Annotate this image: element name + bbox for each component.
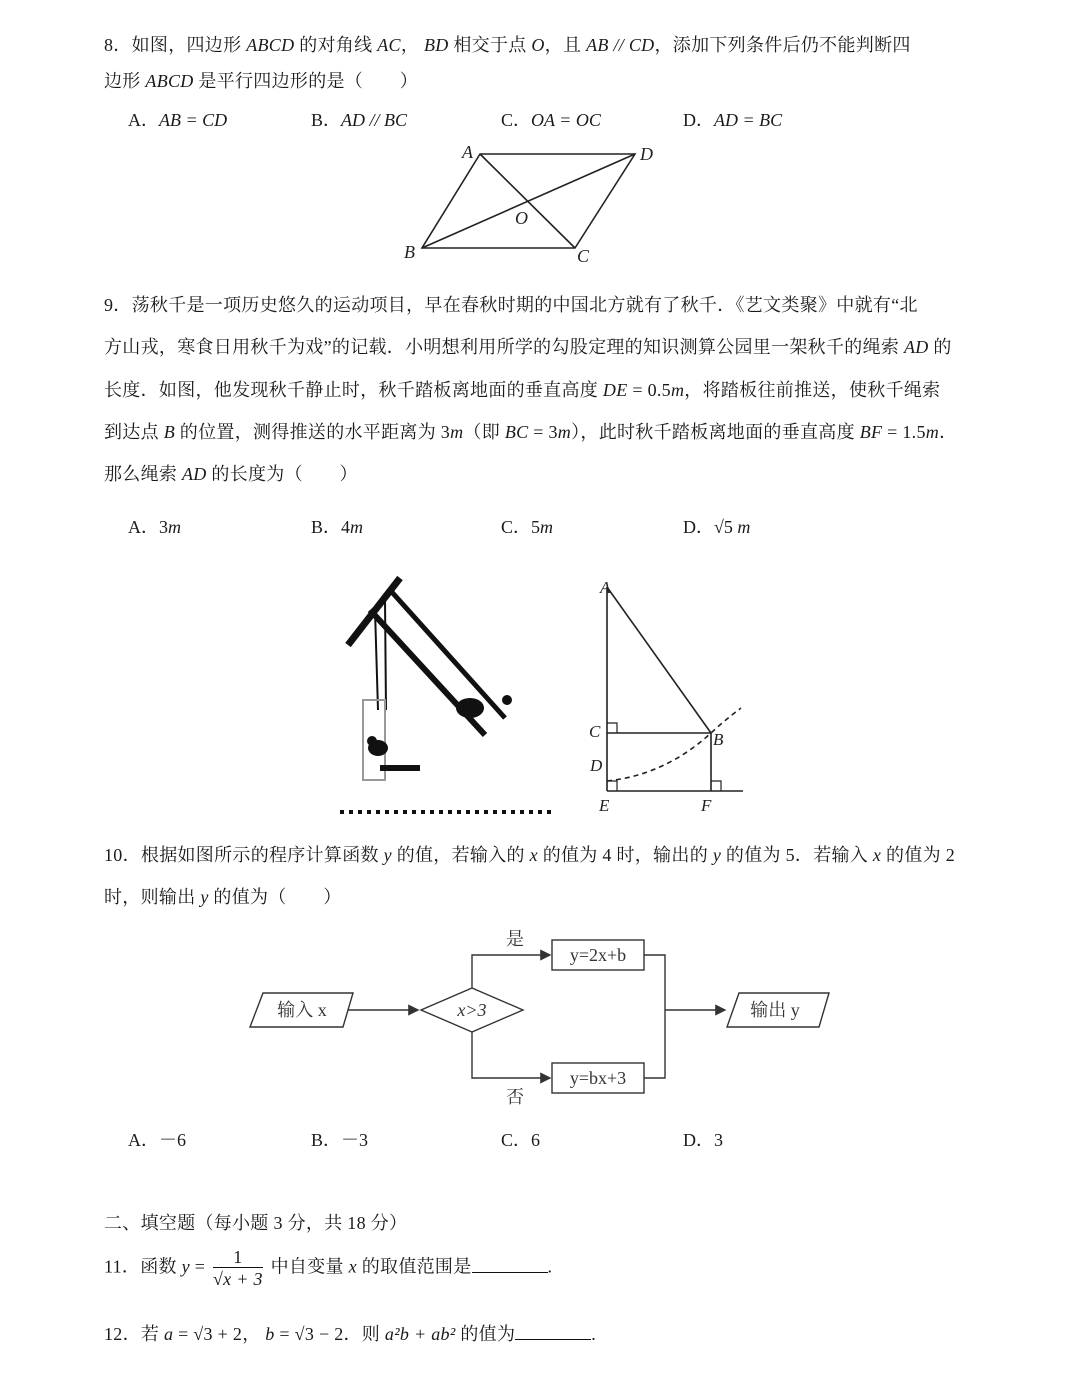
text-segment: ． [939,422,958,442]
q9-line-1 [104,293,918,317]
math-expression: m [925,422,940,442]
flow-yes-label: 是 [506,929,524,949]
text-segment: 的值为 2 [881,845,956,865]
text-segment: 的值为 [455,1324,516,1344]
text-segment: 边形 [104,71,146,91]
label-D: D [640,144,653,164]
math-expression: m [540,517,554,537]
text-segment: B． [311,110,342,130]
text-segment: C． [501,110,532,130]
text-segment: 那么绳索 [104,464,182,484]
text-segment: 10．根据如图所示的程序计算函数 [104,845,384,865]
q8-parallelogram-figure [400,140,680,270]
text-segment: 的位置，测得推送的水平距离为 3 [175,422,451,442]
q11-y: y [181,1256,190,1277]
text-segment: ，将踏板往前推送，使秋千绳索 [684,380,941,400]
flow-no-box: y=bx+3 [569,1068,627,1088]
option-D[interactable] [683,515,750,539]
q11-prefix: 11．函数 [104,1256,182,1277]
text-segment: A．3 [128,517,168,537]
text-segment: 的值为（ ） [208,887,342,907]
q11-suffix-1: 中自变量 [265,1256,349,1277]
option-B[interactable] [311,108,407,132]
q10-options [128,1128,928,1152]
label-A: A [600,578,611,597]
text-segment: = 3 [528,422,558,442]
math-expression: O [531,35,545,55]
text-segment: D．√5 [683,517,738,537]
label-O: O [515,208,528,228]
option-D[interactable] [683,1128,723,1152]
text-segment: A．－6 [128,1130,186,1150]
text-segment: = √3 + 2， [173,1324,266,1344]
math-expression: x [872,845,882,865]
option-A[interactable] [128,515,181,539]
q12-end: . [591,1324,597,1344]
option-A[interactable] [128,1128,186,1152]
text-segment: = √3 − 2．则 [274,1324,385,1344]
math-expression: AD = BC [714,110,783,130]
q11-fraction [213,1247,263,1290]
q11-denominator: √x + 3 [213,1269,263,1289]
q9-line-5 [104,462,358,486]
math-expression: ABCD [145,71,194,91]
label-D: D [590,756,603,775]
math-expression: AB // CD [586,35,655,55]
text-segment: 相交于点 [448,35,532,55]
text-segment: B．－3 [311,1130,369,1150]
math-expression: y [200,887,209,907]
q12-text [104,1324,515,1344]
label-A: A [462,142,473,162]
q11-line [104,1247,552,1290]
q8-options [128,108,928,132]
q9-geometry-figure [585,575,755,815]
text-segment: 方山戎，寒食日用秋千为戏”的记载．小明想利用所学的勾股定理的知识测算公园里一架秋千的绳索 [104,337,904,357]
option-C[interactable] [501,108,601,132]
math-expression: AD [903,337,929,357]
math-expression: a [164,1324,174,1344]
text-segment: ，且 [544,35,587,55]
q11-x: x [348,1256,357,1277]
math-expression: B [163,422,175,442]
text-segment: 是平行四边形的是（ ） [193,71,419,91]
option-C[interactable] [501,1128,540,1152]
q10-line-2 [104,885,342,909]
text-segment: ， [400,35,424,55]
math-expression: m [350,517,364,537]
option-D[interactable] [683,108,782,132]
text-segment: = 1.5 [882,422,926,442]
q9-line-4 [104,420,957,444]
text-segment: 的对角线 [294,35,378,55]
text-segment: 到达点 [104,422,164,442]
math-expression: BD [423,35,449,55]
text-segment: = 0.5 [627,380,671,400]
math-expression: m [670,380,685,400]
q9-line-3 [104,378,940,402]
text-segment: 的值为 5．若输入 [721,845,873,865]
text-segment: 9．荡秋千是一项历史悠久的运动项目，早在春秋时期的中国北方就有了秋千．《艺文类聚》中就有“北 [104,295,918,315]
text-segment: ），此时秋千踏板离地面的垂直高度 [571,422,860,442]
flow-output-label: 输出 y [750,1000,800,1020]
text-segment: D． [683,110,714,130]
q9-options [128,515,928,539]
text-segment: （即 [463,422,505,442]
q8-line-2 [104,69,418,93]
text-segment: C．6 [501,1130,541,1150]
math-expression: y [383,845,392,865]
label-C: C [577,246,590,266]
q11-numerator: 1 [213,1247,263,1268]
text-segment: ，添加下列条件后仍不能判断四 [654,35,911,55]
text-segment: 长度．如图，他发现秋千静止时，秋千踏板离地面的垂直高度 [104,380,603,400]
math-expression: a²b + ab² [384,1324,456,1344]
label-E: E [599,796,610,815]
math-expression: DE [602,380,628,400]
text-segment: 的值为 4 时，输出的 [537,845,713,865]
math-expression: m [737,517,751,537]
label-B: B [404,242,415,262]
math-expression: BC [504,422,529,442]
math-expression: m [168,517,181,537]
option-B[interactable] [311,515,363,539]
text-segment: 的 [928,337,952,357]
option-C[interactable] [501,515,553,539]
label-C: C [589,722,601,741]
text-segment: 的值，若输入的 [391,845,530,865]
flow-yes-box: y=2x+b [569,945,627,965]
math-expression: m [450,422,464,442]
q11-suffix-2: 的取值范围是 [356,1256,472,1277]
text-segment: D．3 [683,1130,723,1150]
q11-eq: = [189,1256,210,1277]
flow-no-label: 否 [506,1087,524,1107]
math-expression: b [265,1324,275,1344]
text-segment: A． [128,110,159,130]
q11-answer-blank[interactable] [472,1254,548,1273]
flow-condition-label: x>3 [457,1000,487,1020]
label-F: F [701,796,712,815]
text-segment: B．4 [311,517,351,537]
math-expression: AD [182,464,207,484]
program-flowchart [245,925,835,1110]
text-segment: 的长度为（ ） [206,464,358,484]
q9-line-2 [104,335,952,359]
math-expression: ABCD [246,35,295,55]
q10-line-1 [104,843,955,867]
math-expression: x [529,845,538,865]
flow-input-label: 输入 x [277,1000,327,1020]
option-A[interactable] [128,108,227,132]
option-B[interactable] [311,1128,368,1152]
q11-end: . [547,1256,553,1277]
math-expression: m [557,422,572,442]
q12-answer-blank[interactable] [515,1321,591,1340]
math-expression: AB = CD [159,110,228,130]
text-segment: 12．若 [104,1324,164,1344]
text-segment: 8．如图，四边形 [104,35,247,55]
math-expression: BF [859,422,883,442]
section-2-title: 二、填空题（每小题 3 分，共 18 分） [104,1213,408,1233]
label-B: B [713,730,724,749]
text-segment: C．5 [501,517,541,537]
math-expression: AC [377,35,401,55]
swing-illustration [330,570,570,820]
math-expression: AD // BC [341,110,408,130]
q12-line [104,1321,596,1346]
math-expression: y [712,845,722,865]
math-expression: OA = OC [531,110,601,130]
text-segment: 时，则输出 [104,887,201,907]
q8-line-1 [104,33,911,57]
